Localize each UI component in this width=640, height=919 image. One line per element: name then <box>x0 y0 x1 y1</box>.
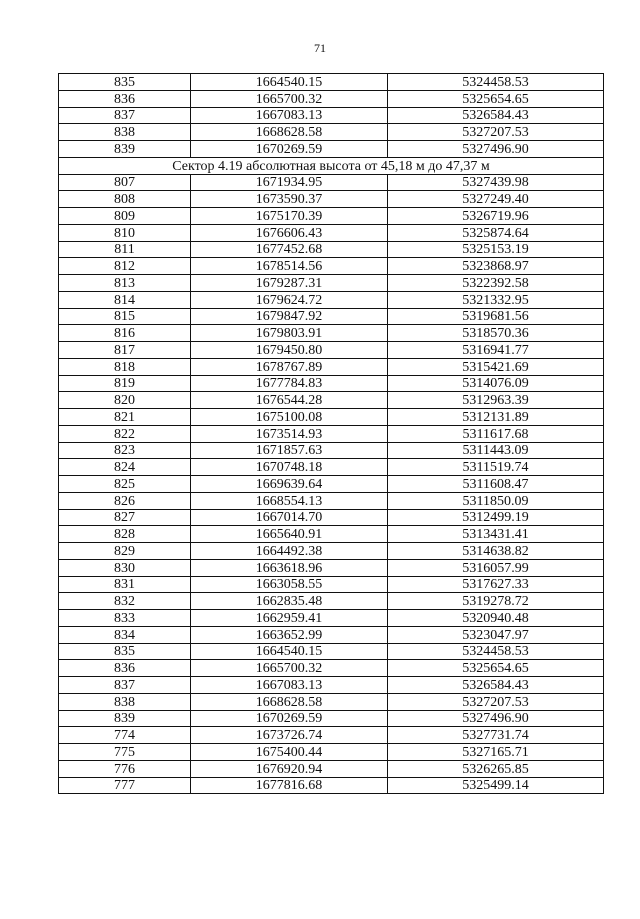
y-coordinate: 5317627.33 <box>388 576 604 593</box>
y-coordinate: 5312499.19 <box>388 509 604 526</box>
x-coordinate: 1673726.74 <box>191 727 388 744</box>
x-coordinate: 1667083.13 <box>191 677 388 694</box>
x-coordinate: 1670748.18 <box>191 459 388 476</box>
table-row <box>59 258 604 275</box>
point-number: 838 <box>59 124 191 141</box>
point-number: 836 <box>59 90 191 107</box>
x-coordinate: 1663058.55 <box>191 576 388 593</box>
x-coordinate: 1668554.13 <box>191 492 388 509</box>
x-coordinate: 1671934.95 <box>191 174 388 191</box>
sector-header-row <box>59 157 604 174</box>
point-number: 816 <box>59 325 191 342</box>
x-coordinate: 1679287.31 <box>191 275 388 292</box>
x-coordinate: 1675400.44 <box>191 744 388 761</box>
point-number: 809 <box>59 208 191 225</box>
table-row <box>59 291 604 308</box>
table-row <box>59 543 604 560</box>
table-row <box>59 459 604 476</box>
x-coordinate: 1662835.48 <box>191 593 388 610</box>
y-coordinate: 5321332.95 <box>388 291 604 308</box>
y-coordinate: 5324458.53 <box>388 74 604 91</box>
point-number: 839 <box>59 141 191 158</box>
y-coordinate: 5311519.74 <box>388 459 604 476</box>
table-row <box>59 760 604 777</box>
y-coordinate: 5319278.72 <box>388 593 604 610</box>
point-number: 818 <box>59 358 191 375</box>
x-coordinate: 1679450.80 <box>191 342 388 359</box>
y-coordinate: 5314076.09 <box>388 375 604 392</box>
table-row <box>59 509 604 526</box>
coordinates-table <box>58 73 604 794</box>
coordinates-table-body <box>59 74 604 794</box>
table-row <box>59 124 604 141</box>
table-row <box>59 74 604 91</box>
table-row <box>59 576 604 593</box>
x-coordinate: 1678514.56 <box>191 258 388 275</box>
table-row <box>59 643 604 660</box>
point-number: 812 <box>59 258 191 275</box>
point-number: 775 <box>59 744 191 761</box>
point-number: 821 <box>59 409 191 426</box>
x-coordinate: 1668628.58 <box>191 693 388 710</box>
x-coordinate: 1665640.91 <box>191 526 388 543</box>
point-number: 825 <box>59 476 191 493</box>
x-coordinate: 1667083.13 <box>191 107 388 124</box>
table-row <box>59 325 604 342</box>
y-coordinate: 5327496.90 <box>388 141 604 158</box>
point-number: 822 <box>59 425 191 442</box>
x-coordinate: 1664540.15 <box>191 643 388 660</box>
table-row <box>59 191 604 208</box>
y-coordinate: 5314638.82 <box>388 543 604 560</box>
y-coordinate: 5320940.48 <box>388 610 604 627</box>
x-coordinate: 1675170.39 <box>191 208 388 225</box>
x-coordinate: 1663618.96 <box>191 559 388 576</box>
table-row <box>59 342 604 359</box>
table-row <box>59 492 604 509</box>
y-coordinate: 5322392.58 <box>388 275 604 292</box>
table-row <box>59 208 604 225</box>
y-coordinate: 5324458.53 <box>388 643 604 660</box>
table-row <box>59 727 604 744</box>
y-coordinate: 5327165.71 <box>388 744 604 761</box>
table-row <box>59 224 604 241</box>
point-number: 815 <box>59 308 191 325</box>
table-row <box>59 425 604 442</box>
table-row <box>59 90 604 107</box>
point-number: 836 <box>59 660 191 677</box>
x-coordinate: 1670269.59 <box>191 710 388 727</box>
point-number: 827 <box>59 509 191 526</box>
y-coordinate: 5326265.85 <box>388 760 604 777</box>
x-coordinate: 1679803.91 <box>191 325 388 342</box>
point-number: 824 <box>59 459 191 476</box>
x-coordinate: 1673590.37 <box>191 191 388 208</box>
x-coordinate: 1677784.83 <box>191 375 388 392</box>
point-number: 832 <box>59 593 191 610</box>
point-number: 820 <box>59 392 191 409</box>
y-coordinate: 5327731.74 <box>388 727 604 744</box>
y-coordinate: 5311608.47 <box>388 476 604 493</box>
x-coordinate: 1664492.38 <box>191 543 388 560</box>
point-number: 819 <box>59 375 191 392</box>
table-row <box>59 409 604 426</box>
point-number: 813 <box>59 275 191 292</box>
table-row <box>59 358 604 375</box>
y-coordinate: 5316941.77 <box>388 342 604 359</box>
point-number: 834 <box>59 626 191 643</box>
x-coordinate: 1677816.68 <box>191 777 388 794</box>
point-number: 833 <box>59 610 191 627</box>
table-row <box>59 141 604 158</box>
table-row <box>59 610 604 627</box>
y-coordinate: 5325499.14 <box>388 777 604 794</box>
point-number: 839 <box>59 710 191 727</box>
y-coordinate: 5312963.39 <box>388 392 604 409</box>
y-coordinate: 5316057.99 <box>388 559 604 576</box>
point-number: 829 <box>59 543 191 560</box>
table-row <box>59 660 604 677</box>
table-row <box>59 526 604 543</box>
y-coordinate: 5325874.64 <box>388 224 604 241</box>
y-coordinate: 5327439.98 <box>388 174 604 191</box>
y-coordinate: 5318570.36 <box>388 325 604 342</box>
point-number: 835 <box>59 643 191 660</box>
table-row <box>59 593 604 610</box>
x-coordinate: 1671857.63 <box>191 442 388 459</box>
point-number: 835 <box>59 74 191 91</box>
x-coordinate: 1663652.99 <box>191 626 388 643</box>
x-coordinate: 1676920.94 <box>191 760 388 777</box>
table-row <box>59 241 604 258</box>
x-coordinate: 1679847.92 <box>191 308 388 325</box>
y-coordinate: 5311443.09 <box>388 442 604 459</box>
x-coordinate: 1676606.43 <box>191 224 388 241</box>
page-number: 71 <box>314 41 326 55</box>
y-coordinate: 5323047.97 <box>388 626 604 643</box>
y-coordinate: 5326584.43 <box>388 107 604 124</box>
point-number: 776 <box>59 760 191 777</box>
x-coordinate: 1676544.28 <box>191 392 388 409</box>
point-number: 817 <box>59 342 191 359</box>
y-coordinate: 5319681.56 <box>388 308 604 325</box>
y-coordinate: 5311617.68 <box>388 425 604 442</box>
point-number: 808 <box>59 191 191 208</box>
x-coordinate: 1665700.32 <box>191 90 388 107</box>
y-coordinate: 5325153.19 <box>388 241 604 258</box>
table-row <box>59 442 604 459</box>
table-row <box>59 677 604 694</box>
y-coordinate: 5313431.41 <box>388 526 604 543</box>
y-coordinate: 5326584.43 <box>388 677 604 694</box>
x-coordinate: 1679624.72 <box>191 291 388 308</box>
x-coordinate: 1675100.08 <box>191 409 388 426</box>
point-number: 837 <box>59 677 191 694</box>
point-number: 807 <box>59 174 191 191</box>
y-coordinate: 5327207.53 <box>388 124 604 141</box>
point-number: 814 <box>59 291 191 308</box>
point-number: 811 <box>59 241 191 258</box>
point-number: 838 <box>59 693 191 710</box>
point-number: 837 <box>59 107 191 124</box>
y-coordinate: 5312131.89 <box>388 409 604 426</box>
point-number: 823 <box>59 442 191 459</box>
x-coordinate: 1668628.58 <box>191 124 388 141</box>
table-row <box>59 275 604 292</box>
y-coordinate: 5327249.40 <box>388 191 604 208</box>
y-coordinate: 5323868.97 <box>388 258 604 275</box>
y-coordinate: 5315421.69 <box>388 358 604 375</box>
x-coordinate: 1664540.15 <box>191 74 388 91</box>
point-number: 774 <box>59 727 191 744</box>
x-coordinate: 1677452.68 <box>191 241 388 258</box>
x-coordinate: 1670269.59 <box>191 141 388 158</box>
table-row <box>59 626 604 643</box>
point-number: 777 <box>59 777 191 794</box>
x-coordinate: 1667014.70 <box>191 509 388 526</box>
y-coordinate: 5327207.53 <box>388 693 604 710</box>
y-coordinate: 5326719.96 <box>388 208 604 225</box>
table-row <box>59 392 604 409</box>
y-coordinate: 5327496.90 <box>388 710 604 727</box>
table-row <box>59 308 604 325</box>
y-coordinate: 5325654.65 <box>388 660 604 677</box>
point-number: 828 <box>59 526 191 543</box>
point-number: 830 <box>59 559 191 576</box>
x-coordinate: 1673514.93 <box>191 425 388 442</box>
point-number: 831 <box>59 576 191 593</box>
x-coordinate: 1678767.89 <box>191 358 388 375</box>
table-row <box>59 559 604 576</box>
table-row <box>59 744 604 761</box>
x-coordinate: 1662959.41 <box>191 610 388 627</box>
table-row <box>59 777 604 794</box>
point-number: 826 <box>59 492 191 509</box>
y-coordinate: 5311850.09 <box>388 492 604 509</box>
y-coordinate: 5325654.65 <box>388 90 604 107</box>
table-row <box>59 476 604 493</box>
table-row <box>59 693 604 710</box>
x-coordinate: 1669639.64 <box>191 476 388 493</box>
table-row <box>59 710 604 727</box>
sector-title: Сектор 4.19 абсолютная высота от 45,18 м до 47,37 м <box>59 157 604 174</box>
table-row <box>59 174 604 191</box>
point-number: 810 <box>59 224 191 241</box>
table-row <box>59 107 604 124</box>
x-coordinate: 1665700.32 <box>191 660 388 677</box>
table-row <box>59 375 604 392</box>
